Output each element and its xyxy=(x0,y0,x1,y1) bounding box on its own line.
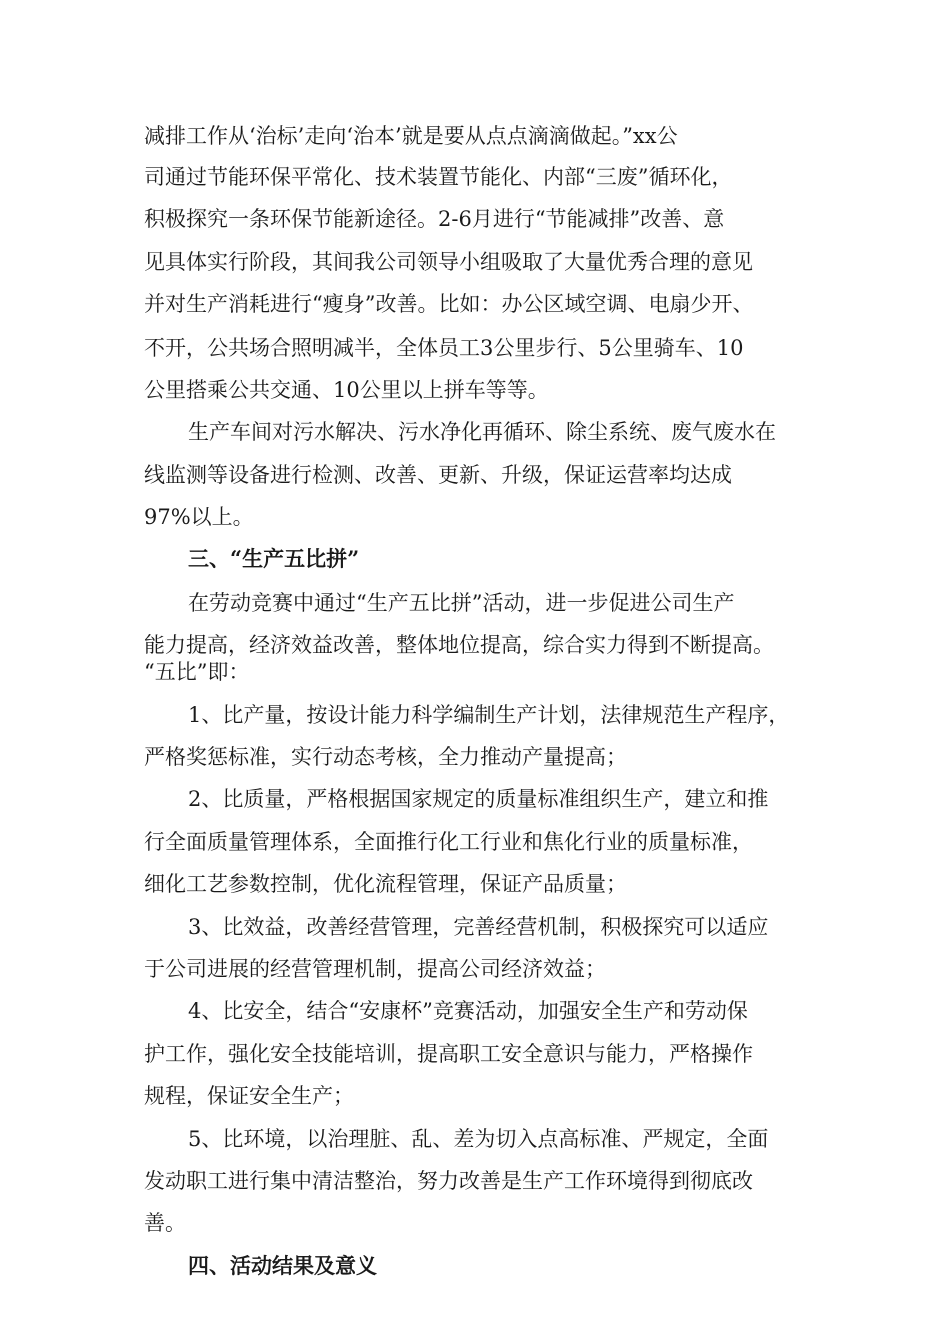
text-line: 不开，公共场合照明减半，全体员工3公里步行、5公里骑车、10 xyxy=(144,336,744,360)
text-line: 见具体实行阶段，其间我公司领导小组吸取了大量优秀合理的意见 xyxy=(144,250,753,274)
text-line: 发动职工进行集中清洁整治，努力改善是生产工作环境得到彻底改 xyxy=(144,1169,753,1193)
text-line: “五比”即： xyxy=(144,660,250,684)
text-line: 规程，保证安全生产； xyxy=(144,1084,354,1108)
text-line: 公里搭乘公共交通、10公里以上拼车等等。 xyxy=(144,378,549,402)
text-line: 3、比效益，改善经营管理，完善经营机制，积极探究可以适应 xyxy=(188,915,769,939)
text-line: 97%以上。 xyxy=(144,505,254,529)
text-line: 善。 xyxy=(144,1211,186,1235)
text-line: 司通过节能环保平常化、技术装置节能化、内部“三废”循环化， xyxy=(144,165,733,189)
text-line: 能力提高，经济效益改善，整体地位提高，综合实力得到不断提高。 xyxy=(144,633,774,657)
text-line: 并对生产消耗进行“瘦身”改善。比如：办公区域空调、电扇少开、 xyxy=(144,292,754,316)
section-heading: 四、活动结果及意义 xyxy=(188,1253,377,1278)
text-line: 积极探究一条环保节能新途径。2-6月进行“节能减排”改善、意 xyxy=(144,207,725,231)
section-heading: 三、“生产五比拼” xyxy=(188,546,360,571)
text-line: 2、比质量，严格根据国家规定的质量标准组织生产，建立和推 xyxy=(188,787,769,811)
text-line: 生产车间对污水解决、污水净化再循环、除尘系统、废气废水在 xyxy=(188,420,776,444)
text-line: 在劳动竞赛中通过“生产五比拼”活动，进一步促进公司生产 xyxy=(188,591,735,615)
text-line: 1、比产量，按设计能力科学编制生产计划，法律规范生产程序， xyxy=(188,703,790,727)
text-line: 减排工作从‘治标’走向‘治本’就是要从点点滴滴做起。”xx公 xyxy=(144,124,678,148)
text-line: 5、比环境，以治理脏、乱、差为切入点高标准、严规定，全面 xyxy=(188,1127,769,1151)
text-line: 细化工艺参数控制，优化流程管理，保证产品质量； xyxy=(144,872,627,896)
text-line: 于公司进展的经营管理机制，提高公司经济效益； xyxy=(144,957,606,981)
text-line: 线监测等设备进行检测、改善、更新、升级，保证运营率均达成 xyxy=(144,463,732,487)
text-line: 严格奖惩标准，实行动态考核，全力推动产量提高； xyxy=(144,745,627,769)
text-line: 护工作，强化安全技能培训，提高职工安全意识与能力，严格操作 xyxy=(144,1042,753,1066)
text-line: 行全面质量管理体系，全面推行化工行业和焦化行业的质量标准， xyxy=(144,830,753,854)
text-line: 4、比安全，结合“安康杯”竞赛活动，加强安全生产和劳动保 xyxy=(188,999,748,1023)
